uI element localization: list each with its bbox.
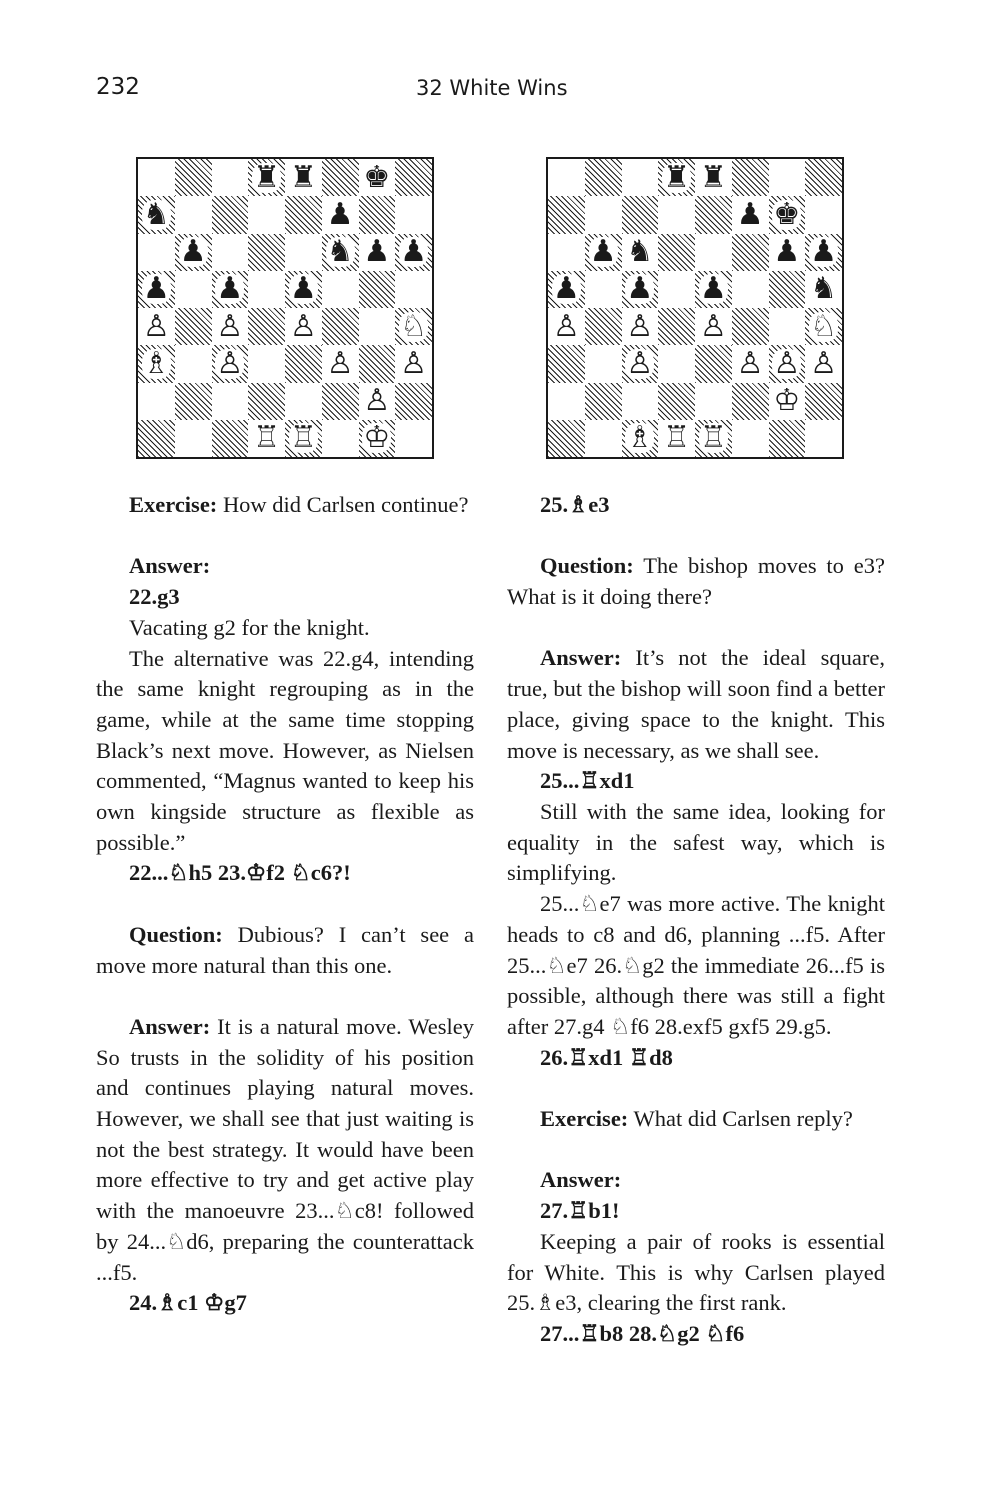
square-a6 [138, 234, 175, 271]
paragraph [96, 1012, 474, 1288]
square-c7 [212, 196, 249, 233]
paragraph [507, 551, 885, 612]
square-c4 [622, 308, 659, 345]
square-e3 [695, 345, 732, 382]
square-g8 [359, 159, 396, 196]
black-pawn-icon: ♟ [179, 234, 207, 270]
square-e5 [695, 271, 732, 308]
square-f3 [732, 345, 769, 382]
square-g8 [769, 159, 806, 196]
white-pawn-icon: ♙ [400, 345, 428, 381]
square-e6 [285, 234, 322, 271]
square-a6 [548, 234, 585, 271]
square-b1 [585, 420, 622, 457]
square-a2 [138, 383, 175, 420]
right-column [507, 490, 885, 1350]
square-b3 [175, 345, 212, 382]
question-label: Question: [129, 921, 223, 947]
paragraph-text: What did Carlsen reply? [628, 1106, 853, 1132]
square-d3 [248, 345, 285, 382]
answer-label: Answer: [540, 1167, 622, 1193]
white-pawn-icon: ♙ [773, 345, 801, 381]
square-f5 [322, 271, 359, 308]
square-c6 [622, 234, 659, 271]
black-knight-icon: ♞ [142, 196, 170, 232]
chess-diagram-2 [546, 157, 844, 459]
square-h1 [395, 420, 432, 457]
square-b1 [175, 420, 212, 457]
black-rook-icon: ♜ [289, 159, 317, 195]
square-d1 [248, 420, 285, 457]
white-bishop-icon: ♗ [626, 420, 654, 456]
black-rook-icon: ♜ [699, 159, 727, 195]
square-a4 [548, 308, 585, 345]
black-pawn-icon: ♟ [626, 271, 654, 307]
white-pawn-icon: ♙ [552, 308, 580, 344]
square-b8 [585, 159, 622, 196]
square-h7 [805, 196, 842, 233]
square-a2 [548, 383, 585, 420]
black-pawn-icon: ♟ [363, 234, 391, 270]
exercise-label: Exercise: [129, 492, 218, 517]
square-a8 [548, 159, 585, 196]
square-e1 [695, 420, 732, 457]
square-c3 [212, 345, 249, 382]
white-pawn-icon: ♙ [216, 345, 244, 381]
square-h3 [395, 345, 432, 382]
square-b2 [585, 383, 622, 420]
square-f1 [732, 420, 769, 457]
paragraph: Still with the same idea, looking for equality in the safest way, which is simplifying. [507, 799, 885, 886]
square-a5 [548, 271, 585, 308]
square-e1 [285, 420, 322, 457]
black-king-icon: ♚ [773, 196, 801, 232]
running-title: 32 White Wins [416, 76, 568, 100]
black-pawn-icon: ♟ [736, 196, 764, 232]
black-pawn-icon: ♟ [216, 271, 244, 307]
paragraph: Keeping a pair of rooks is essential for White. This is why Carlsen played 25.♗e3, clearing the first rank. [507, 1228, 885, 1316]
black-pawn-icon: ♟ [326, 196, 354, 232]
paragraph-text: How did Carlsen continue? [217, 492, 469, 517]
move-line: 26.♖xd1 ♖d8 [540, 1044, 673, 1070]
exercise-label: Exercise: [540, 1106, 629, 1132]
square-g6 [359, 234, 396, 271]
paragraph [507, 1104, 885, 1135]
square-e6 [695, 234, 732, 271]
white-pawn-icon: ♙ [363, 383, 391, 419]
page-header [96, 74, 886, 106]
square-d5 [248, 271, 285, 308]
move-line: 25...♖xd1 [540, 768, 635, 794]
white-pawn-icon: ♙ [326, 345, 354, 381]
paragraph: 25...♘e7 was more active. The knight heads to c8 and d6, planning ...f5. After 25...♘e7 26.♘g2 the immediate 26...f5 is possible, although there was still a fight after 27.g4 ♘f6 28.exf5 gxf5 29.g5. [507, 891, 885, 1039]
square-d8 [658, 159, 695, 196]
chess-diagram-1 [136, 157, 434, 459]
black-pawn-icon: ♟ [699, 271, 727, 307]
move-line: 22...♘h5 23.♔f2 ♘c6?! [129, 860, 351, 886]
paragraph-text: Dubious? I can’t see a move more natural than this one. [96, 921, 474, 978]
paragraph [96, 490, 474, 521]
square-f4 [732, 308, 769, 345]
move-line: 27.♖b1! [540, 1198, 620, 1224]
square-b6 [585, 234, 622, 271]
square-a1 [138, 420, 175, 457]
square-h4 [395, 308, 432, 345]
black-pawn-icon: ♟ [810, 234, 838, 270]
white-pawn-icon: ♙ [142, 308, 170, 344]
white-king-icon: ♔ [773, 383, 801, 419]
square-d1 [658, 420, 695, 457]
square-e5 [285, 271, 322, 308]
square-b7 [585, 196, 622, 233]
square-f2 [732, 383, 769, 420]
black-king-icon: ♚ [363, 159, 391, 195]
square-e8 [695, 159, 732, 196]
square-f3 [322, 345, 359, 382]
black-knight-icon: ♞ [810, 271, 838, 307]
square-c1 [622, 420, 659, 457]
paragraph-text: The bishop moves to e3? What is it doing there? [507, 553, 885, 610]
square-d2 [658, 383, 695, 420]
square-h5 [805, 271, 842, 308]
white-king-icon: ♔ [363, 420, 391, 456]
square-c5 [622, 271, 659, 308]
square-g5 [359, 271, 396, 308]
square-f5 [732, 271, 769, 308]
square-g6 [769, 234, 806, 271]
square-f6 [732, 234, 769, 271]
square-h8 [805, 159, 842, 196]
square-f7 [732, 196, 769, 233]
square-d4 [248, 308, 285, 345]
square-c3 [622, 345, 659, 382]
white-pawn-icon: ♙ [810, 345, 838, 381]
white-pawn-icon: ♙ [289, 308, 317, 344]
square-c7 [622, 196, 659, 233]
square-b2 [175, 383, 212, 420]
square-c4 [212, 308, 249, 345]
square-a8 [138, 159, 175, 196]
white-rook-icon: ♖ [663, 420, 691, 456]
square-d7 [658, 196, 695, 233]
white-pawn-icon: ♙ [626, 308, 654, 344]
white-pawn-icon: ♙ [699, 308, 727, 344]
square-e4 [285, 308, 322, 345]
black-rook-icon: ♜ [253, 159, 281, 195]
square-a1 [548, 420, 585, 457]
white-pawn-icon: ♙ [736, 345, 764, 381]
white-rook-icon: ♖ [253, 420, 281, 456]
square-e7 [285, 196, 322, 233]
square-e2 [285, 383, 322, 420]
square-h3 [805, 345, 842, 382]
square-f8 [322, 159, 359, 196]
square-b4 [175, 308, 212, 345]
square-b3 [585, 345, 622, 382]
square-f1 [322, 420, 359, 457]
square-g2 [769, 383, 806, 420]
black-pawn-icon: ♟ [289, 271, 317, 307]
square-c5 [212, 271, 249, 308]
black-pawn-icon: ♟ [773, 234, 801, 270]
square-f4 [322, 308, 359, 345]
paragraph: The alternative was 22.g4, intending the same knight regrouping as in the game, while at the same time stopping Black’s next move. However, as Nielsen commented, “Magnus wanted to keep his own kingside structure as flexible as possible.” [96, 645, 474, 855]
square-g1 [769, 420, 806, 457]
black-pawn-icon: ♟ [589, 234, 617, 270]
square-e7 [695, 196, 732, 233]
square-e8 [285, 159, 322, 196]
square-g4 [359, 308, 396, 345]
square-h1 [805, 420, 842, 457]
square-h7 [395, 196, 432, 233]
square-d4 [658, 308, 695, 345]
black-pawn-icon: ♟ [552, 271, 580, 307]
square-h4 [805, 308, 842, 345]
square-c6 [212, 234, 249, 271]
page-number: 232 [96, 74, 140, 100]
square-d8 [248, 159, 285, 196]
square-a3 [138, 345, 175, 382]
paragraph [507, 643, 885, 766]
square-h6 [805, 234, 842, 271]
square-f7 [322, 196, 359, 233]
white-knight-icon: ♘ [810, 308, 838, 344]
square-g7 [769, 196, 806, 233]
square-h5 [395, 271, 432, 308]
black-pawn-icon: ♟ [400, 234, 428, 270]
square-d7 [248, 196, 285, 233]
paragraph-text: It’s not the ideal square, true, but the bishop will soon find a better place, giving space to the knight. This move is necessary, as we shall see. [507, 645, 885, 763]
square-a5 [138, 271, 175, 308]
black-knight-icon: ♞ [326, 234, 354, 270]
square-c2 [212, 383, 249, 420]
square-a4 [138, 308, 175, 345]
square-g3 [769, 345, 806, 382]
square-f2 [322, 383, 359, 420]
white-rook-icon: ♖ [289, 420, 317, 456]
square-h2 [395, 383, 432, 420]
white-knight-icon: ♘ [400, 308, 428, 344]
square-d5 [658, 271, 695, 308]
square-b6 [175, 234, 212, 271]
paragraph-text: It is a natural move. Wesley So trusts in the solidity of his position and continues playing natural moves. However, we shall see that just waiting is not the best strategy. It would have been more effective to try and get active play with the manoeuvre 23...♘c8! followed by 24...♘d6, preparing the counterattack ...f5. [96, 1013, 474, 1285]
square-d6 [658, 234, 695, 271]
black-rook-icon: ♜ [663, 159, 691, 195]
move-line: 24.♗c1 ♔g7 [129, 1290, 247, 1316]
square-b7 [175, 196, 212, 233]
question-label: Question: [540, 553, 634, 579]
paragraph [96, 920, 474, 981]
answer-label: Answer: [540, 645, 622, 671]
square-a7 [548, 196, 585, 233]
move-line: 25.♗e3 [540, 492, 610, 517]
white-pawn-icon: ♙ [626, 345, 654, 381]
square-h8 [395, 159, 432, 196]
square-b4 [585, 308, 622, 345]
square-d6 [248, 234, 285, 271]
move-line: 22.g3 [129, 584, 180, 610]
left-column [96, 490, 474, 1319]
square-f6 [322, 234, 359, 271]
square-c8 [212, 159, 249, 196]
square-d2 [248, 383, 285, 420]
white-rook-icon: ♖ [699, 420, 727, 456]
square-c8 [622, 159, 659, 196]
white-pawn-icon: ♙ [216, 308, 244, 344]
square-h2 [805, 383, 842, 420]
square-c2 [622, 383, 659, 420]
square-b8 [175, 159, 212, 196]
square-g1 [359, 420, 396, 457]
square-e4 [695, 308, 732, 345]
square-g3 [359, 345, 396, 382]
white-bishop-icon: ♗ [142, 345, 170, 381]
square-g7 [359, 196, 396, 233]
square-e3 [285, 345, 322, 382]
square-g5 [769, 271, 806, 308]
square-g2 [359, 383, 396, 420]
square-b5 [585, 271, 622, 308]
square-e2 [695, 383, 732, 420]
answer-label: Answer: [129, 553, 211, 579]
move-line: 27...♖b8 28.♘g2 ♘f6 [540, 1320, 745, 1346]
square-h6 [395, 234, 432, 271]
square-c1 [212, 420, 249, 457]
answer-label: Answer: [129, 1013, 211, 1039]
square-g4 [769, 308, 806, 345]
square-f8 [732, 159, 769, 196]
paragraph: Vacating g2 for the knight. [129, 614, 370, 640]
black-knight-icon: ♞ [626, 234, 654, 270]
square-a7 [138, 196, 175, 233]
square-b5 [175, 271, 212, 308]
square-a3 [548, 345, 585, 382]
square-d3 [658, 345, 695, 382]
black-pawn-icon: ♟ [142, 271, 170, 307]
